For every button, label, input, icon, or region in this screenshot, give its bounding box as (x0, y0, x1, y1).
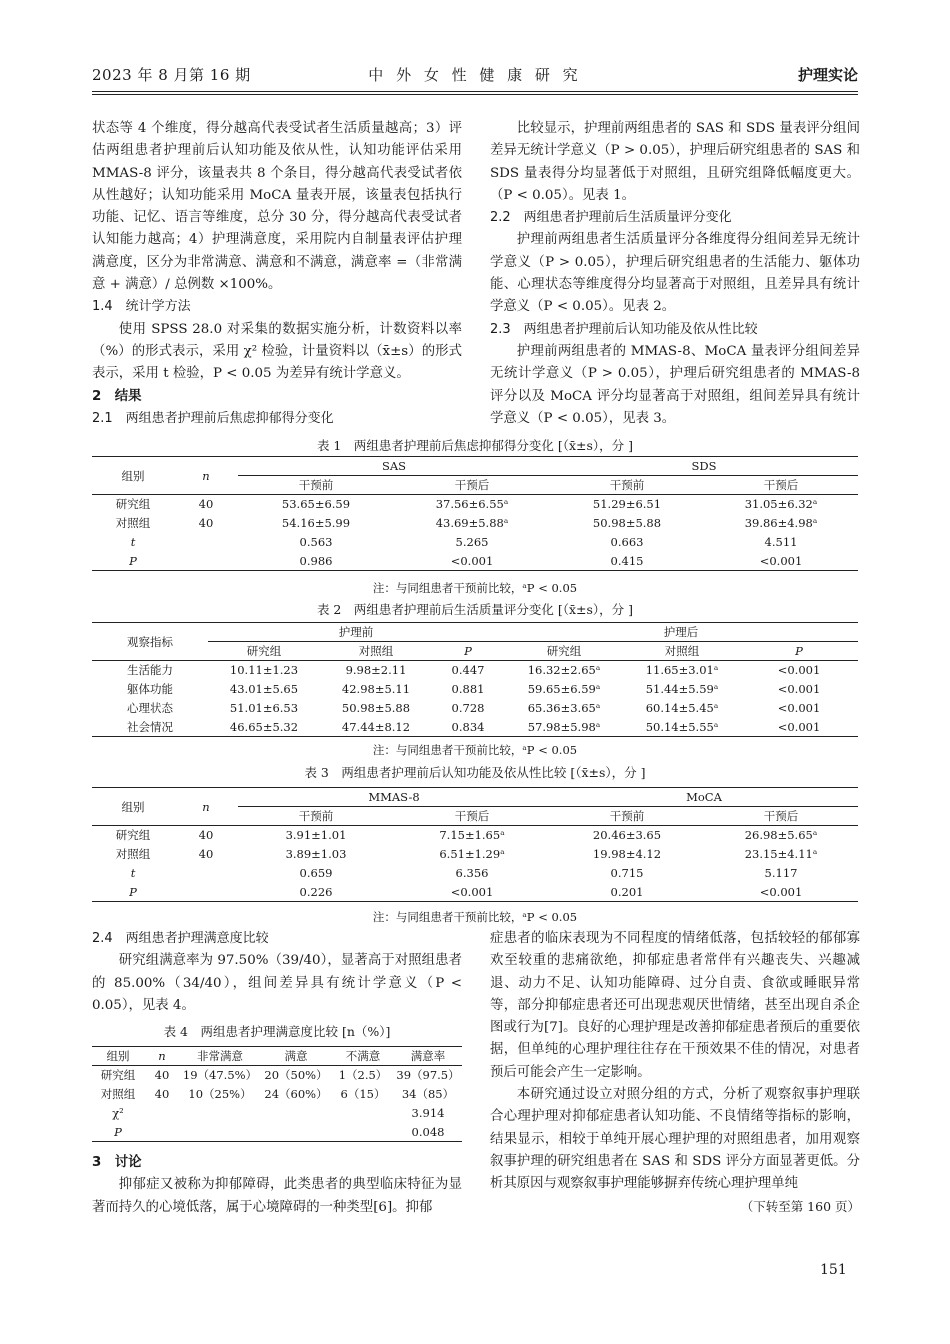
journal-title: 中 外 女 性 健 康 研 究 (368, 66, 582, 84)
paragraph: 比较显示，护理前两组患者的 SAS 和 SDS 量表评分组间差异无统计学意义（P > 0.05），护理后研究组患者的 SAS 和 SDS 量表得分均显著低于对照组，且研究组降低幅度更大。（P < 0.05）。见表 1。 (490, 121, 860, 203)
table-row: P 0.986 <0.001 0.415 <0.001 (92, 552, 858, 571)
paragraph: 本研究通过设立对照分组的方式，分析了观察叙事护理联合心理护理对抑郁症患者认知功能、不良情绪等指标的影响，结果显示，相较于单纯开展心理护理的对照组患者，加用观察叙事护理的研究组患者在 SAS 和 SDS 评分方面显著更低。分析其原因与观察叙事护理能够摒弃传统心理护理单纯 (490, 1087, 860, 1192)
table-row: χ² 3.914 (112, 1106, 445, 1120)
paragraph: 状态等 4 个维度，得分越高代表受试者生活质量越高；3）评估两组患者护理前后认知功能及依从性，认知功能评估采用 MMAS-8 评分，该量表共 8 个条目，得分越高代表受试者依从性越好；认知功能采用 MoCA 量表开展，该量表包括执行功能、记忆、语言等维度，总分 30 分，得分越高代表受试者认知能力越高；4）护理满意度，采用院内自制量表评估护理满意度，区分为非常满意、满意和不满意，满意率 =（非常满意 + 满意）/ 总例数 ×100%。 (92, 121, 462, 293)
left-column-discussion (92, 1152, 462, 1219)
table1-caption: 表 1 两组患者护理前后焦虑抑郁得分变化 [（x̄±s），分 ] (316, 438, 634, 453)
section-label: 护理实论 (797, 66, 858, 84)
header-rule (92, 91, 858, 92)
th-mmas: MMAS-8 (238, 788, 550, 807)
right-column-bottom (490, 928, 860, 1218)
th-post: 干预后 (704, 476, 858, 495)
th-pre: 干预前 (550, 476, 704, 495)
section-heading: 2 结果 (92, 388, 142, 404)
table-row: 研究组 40 3.91±1.01 7.15±1.65ᵃ 20.46±3.65 26.98±5.65ᵃ (115, 828, 818, 843)
table-row: 躯体功能 43.01±5.65 42.98±5.11 0.881 59.65±6.59ᵃ 51.44±5.59ᵃ <0.001 (127, 682, 821, 696)
table4-caption: 表 4 两组患者护理满意度比较 [n（%）] (163, 1024, 391, 1039)
right-column-top (490, 118, 860, 430)
section-heading: 2.2 两组患者护理前后生活质量评分变化 (490, 210, 732, 226)
table3: 组别 n MMAS-8 MoCA 干预前 干预后 干预前 干预后 研究组 40 3.91±1.01 7.15±1.65ᵃ 20.46±3.65 26.98±5.65ᵃ 对照组 40 3.89±1.03 6.51±1.29ᵃ 19.98±4.12 23.15±4.11ᵃ t 0.659 6.356 0.715 5.117 P 0.226 <0.001 0.201 <0.001 (92, 787, 858, 902)
section-heading: 2.1 两组患者护理前后焦虑抑郁得分变化 (92, 410, 334, 426)
table-row: 对照组 40 10（25%） 24（60%） 6（15） 34（85） (100, 1087, 455, 1101)
table3-note: 注：与同组患者干预前比较，ᵃP < 0.05 (372, 910, 578, 924)
page-number: 151 (820, 1262, 847, 1278)
table-row: 心理状态 51.01±6.53 50.98±5.88 0.728 65.36±3.65ᵃ 60.14±5.45ᵃ <0.001 (127, 701, 821, 715)
page-header (92, 64, 858, 86)
continued-note: （下转至第 160 页） (740, 1198, 860, 1214)
th-n: n (174, 457, 238, 495)
paragraph: 护理前两组患者生活质量评分各维度得分组间差异无统计学意义（P > 0.05），护理后研究组患者的生活能力、躯体功能、心理状态等维度得分均显著高于对照组，且差异具有统计学意义（P < 0.05）。见表 2。 (490, 232, 860, 315)
th-group: 组别 (92, 788, 174, 826)
table2-note: 注：与同组患者干预前比较，ᵃP < 0.05 (372, 743, 578, 757)
paragraph: 护理前两组患者的 MMAS-8、MoCA 量表评分组间差异无统计学意义（P > 0.05），护理后研究组患者的 MMAS-8 评分以及 MoCA 评分均显著高于对照组，组间差异具有统计学意义（P < 0.05），见表 3。 (490, 343, 860, 426)
table-row: t 0.563 5.265 0.663 4.511 (130, 535, 798, 549)
left-column-bottom (92, 928, 462, 1017)
left-column-top (92, 118, 462, 430)
th-pre: 干预前 (238, 476, 394, 495)
table-row: 研究组 40 53.65±6.59 37.56±6.55ᵃ 51.29±6.51 31.05±6.32ᵃ (115, 497, 818, 512)
table1-note: 注：与同组患者干预前比较，ᵃP < 0.05 (372, 581, 578, 595)
th-sas: SAS (238, 457, 550, 476)
th-group: 组别 (92, 457, 174, 495)
table2-caption: 表 2 两组患者护理前后生活质量评分变化 [（x̄±s），分 ] (316, 602, 634, 617)
table-row: P 0.048 (92, 1123, 462, 1142)
th-item: 观察指标 (92, 623, 208, 661)
table-row: 对照组 40 54.16±5.99 43.69±5.88ᵃ 50.98±5.88 39.86±4.98ᵃ (115, 516, 818, 530)
paragraph: 研究组满意率为 97.50%（39/40），显著高于对照组患者的 85.00%（34/40），组间差异具有统计学意义（P < 0.05），见表 4。 (92, 953, 462, 1013)
table1 (92, 456, 858, 571)
section-heading: 2.4 两组患者护理满意度比较 (92, 931, 269, 946)
paragraph: 抑郁症又被称为抑郁障碍，此类患者的典型临床特征为显著而持久的心境低落，属于心境障碍的一种类型[6]。抑郁 (92, 1177, 462, 1215)
table2: 观察指标 护理前 护理后 研究组 对照组 P 研究组 对照组 P 生活能力 10.11±1.23 9.98±2.11 0.447 16.32±2.65ᵃ 11.65±3.01ᵃ <0.001 躯体功能 43.01±5.65 42.98±5.11 0.881 59.65±6.59ᵃ 51.44±5.59ᵃ <0.001 心理状态 51.01±6.53 50.98±5.88 0.728 65.36±3.65ᵃ 60.14±5.45ᵃ <0.001 社会情况 46.65±5.32 47.44±8.12 0.834 57.98±5.98ᵃ 50.14±5.55ᵃ <0.001 (92, 622, 858, 737)
table-row: 研究组 40 19（47.5%） 20（50%） 1（2.5） 39（97.5） (100, 1068, 460, 1083)
th-before: 护理前 (208, 623, 504, 642)
table-row: t 0.659 6.356 0.715 5.117 (130, 866, 798, 880)
th-moca: MoCA (550, 788, 858, 807)
table-row: 生活能力 10.11±1.23 9.98±2.11 0.447 16.32±2.65ᵃ 11.65±3.01ᵃ <0.001 (127, 663, 821, 678)
table-row: P 0.226 <0.001 0.201 <0.001 (92, 883, 858, 902)
section-heading: 2.3 两组患者护理前后认知功能及依从性比较 (490, 321, 758, 337)
paragraph: 使用 SPSS 28.0 对采集的数据实施分析，计数资料以率（%）的形式表示，采用 χ² 检验，计量资料以（x̄±s）的形式表示，采用 t 检验，P < 0.05 为差异有统计学意义。 (92, 321, 462, 382)
th-post: 干预后 (394, 476, 550, 495)
section-heading: 3 讨论 (92, 1155, 142, 1170)
table3-caption: 表 3 两组患者护理前后认知功能及依从性比较 [（x̄±s），分 ] (304, 765, 646, 780)
table-row: 对照组 40 3.89±1.03 6.51±1.29ᵃ 19.98±4.12 23.15±4.11ᵃ (115, 847, 818, 861)
th-after: 护理后 (504, 623, 858, 642)
th-n: n (174, 788, 238, 826)
table4: 组别 n 非常满意 满意 不满意 满意率 研究组 40 19（47.5%） 20（50%） 1（2.5） 39（97.5） 对照组 40 10（25%） 24（60%） 6（15） 34（85） χ² 3.914 P 0.048 (92, 1046, 462, 1142)
issue-info: 2023 年 8 月第 16 期 (92, 66, 251, 84)
th-sds: SDS (550, 457, 858, 476)
table-row: 社会情况 46.65±5.32 47.44±8.12 0.834 57.98±5.98ᵃ 50.14±5.55ᵃ <0.001 (92, 718, 858, 737)
paragraph: 症患者的临床表现为不同程度的情绪低落，包括较轻的郁郁寡欢至较重的悲痛欲绝，抑郁症患者常伴有兴趣丧失、兴趣减退、动力不足、认知功能障碍、过分自责、食欲或睡眠异常等，部分抑郁症患者还可出现悲观厌世情绪，甚至出现自杀企图或行为[7]。良好的心理护理是改善抑郁症患者预后的重要依据，但单纯的心理护理往往存在干预效果不佳的情况，对患者预后可能会产生一定影响。 (490, 931, 860, 1080)
header-rule-thin (92, 94, 858, 95)
section-heading: 1.4 统计学方法 (92, 299, 191, 315)
